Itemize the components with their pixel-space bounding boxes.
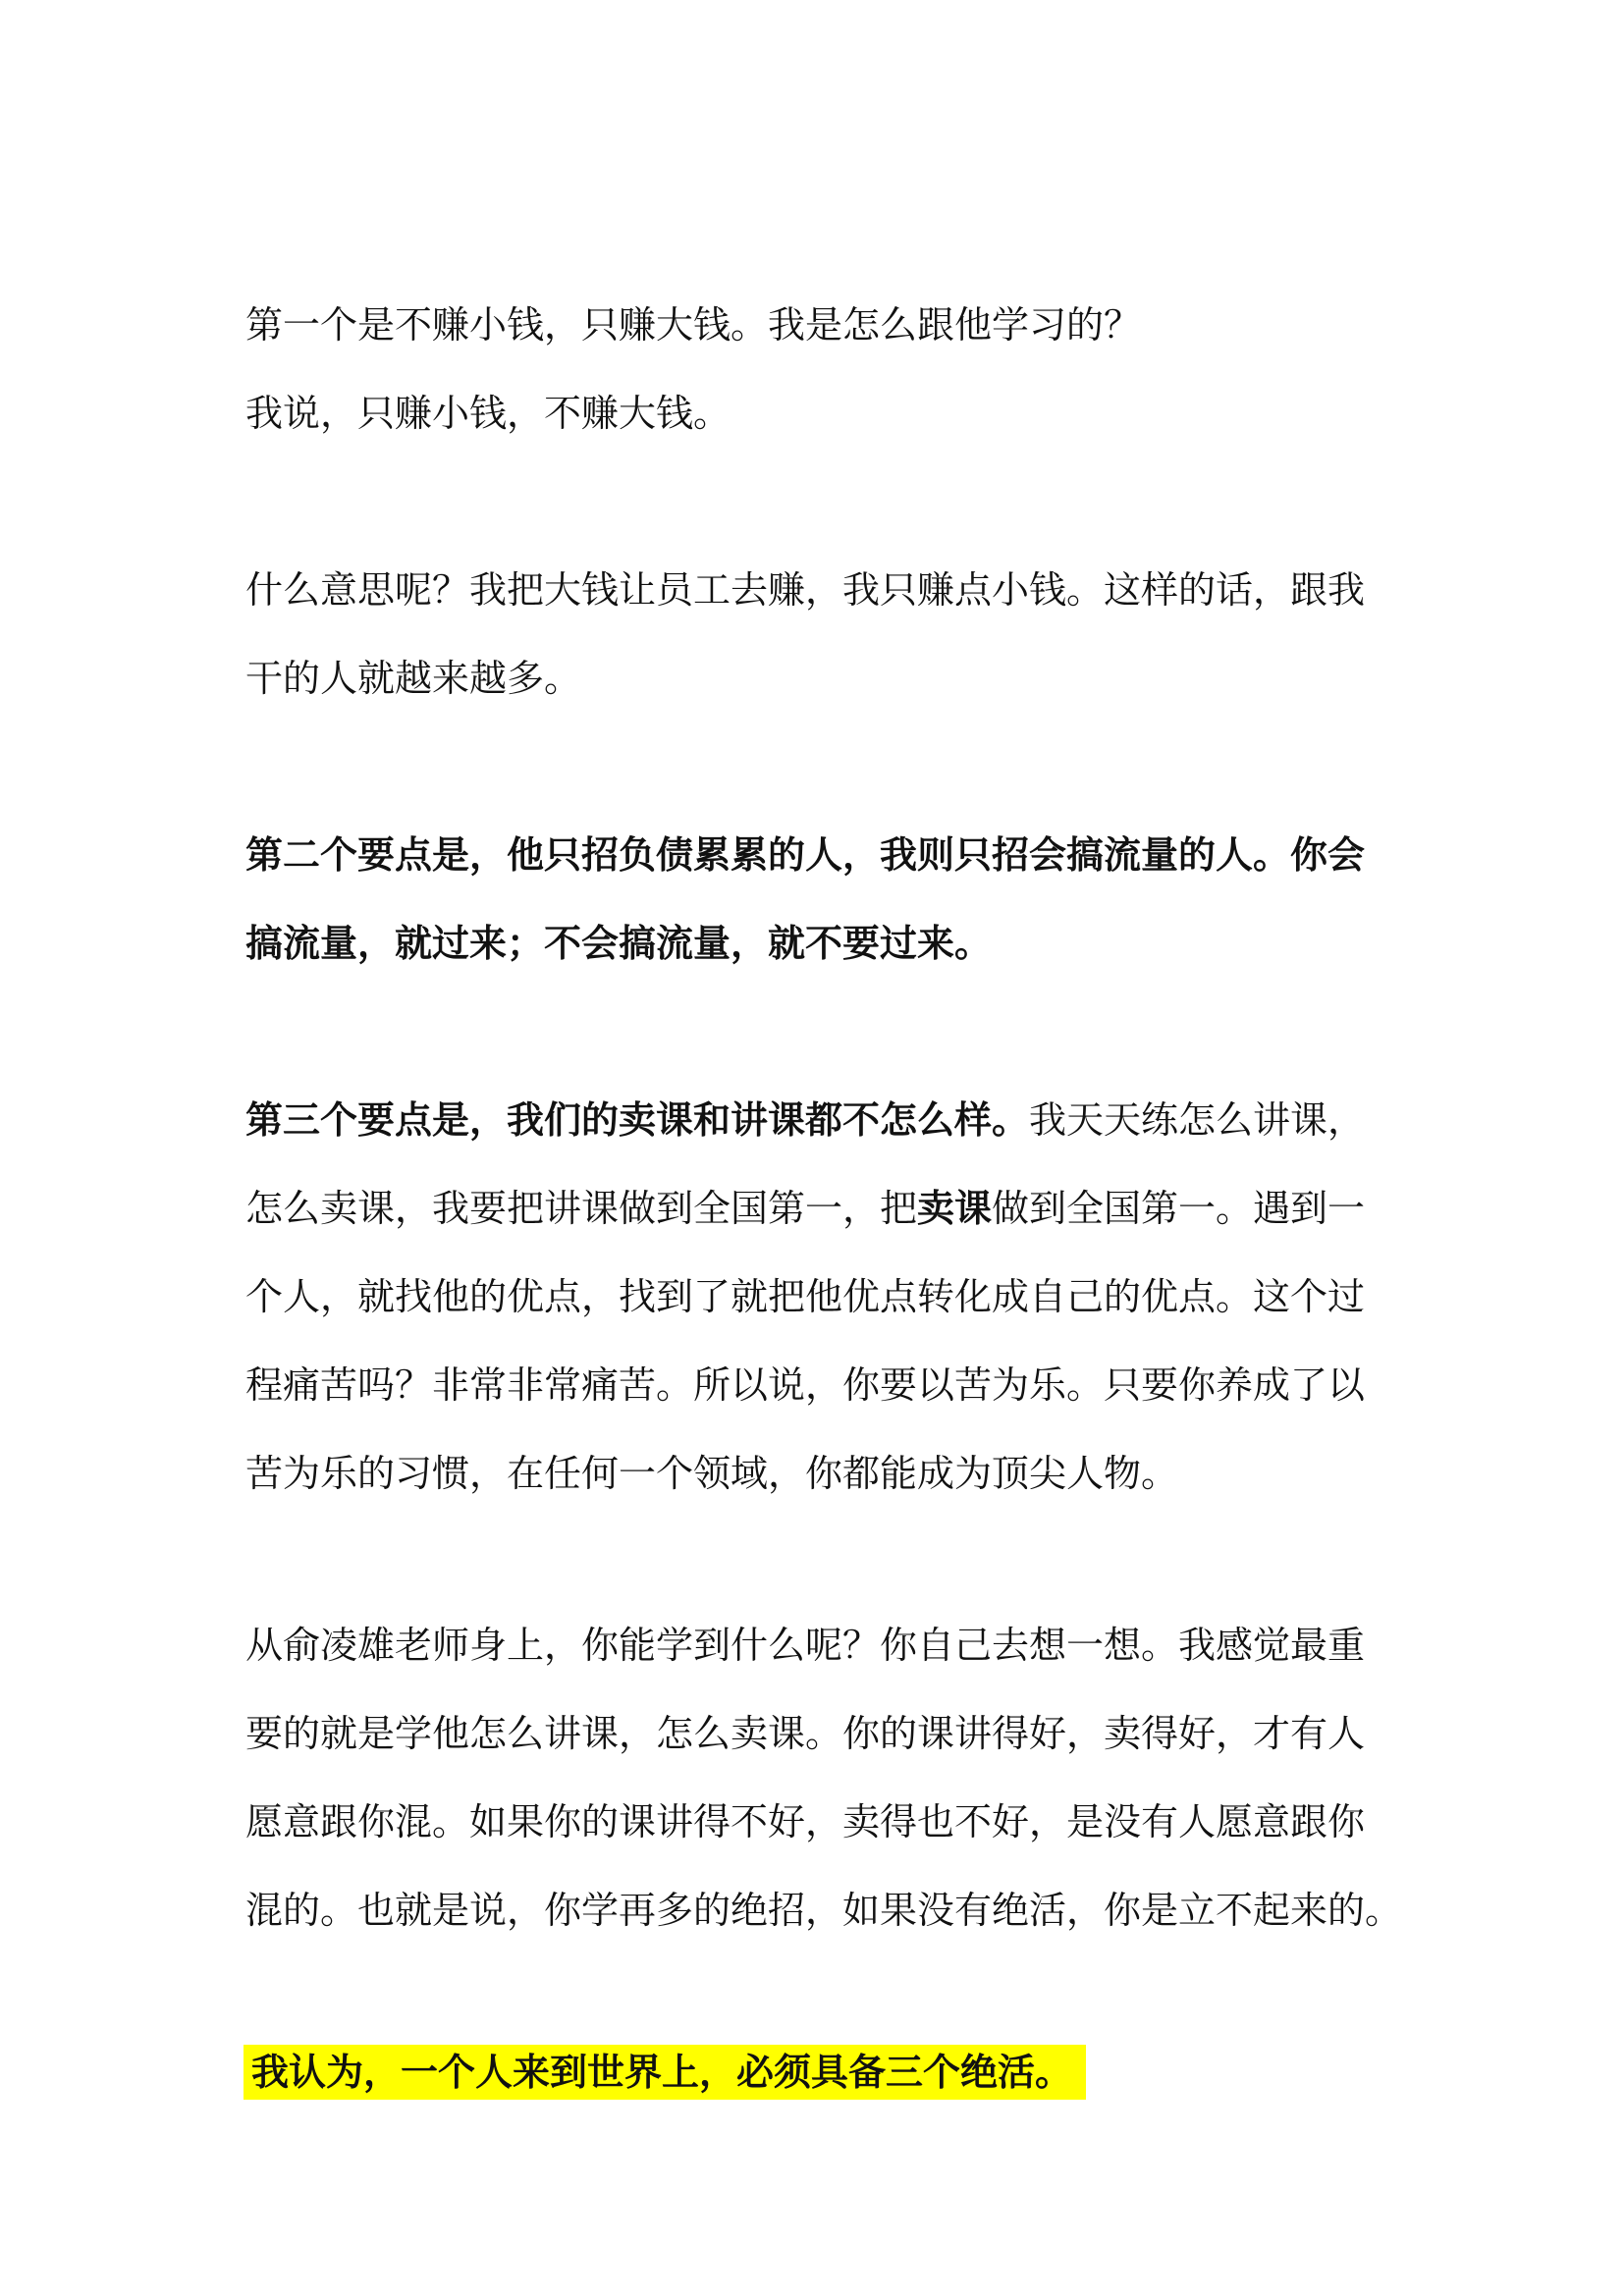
paragraph-2-line-2: 干的人就越来越多。 xyxy=(245,657,582,700)
paragraph-4-line-4: 程痛苦吗？非常非常痛苦。所以说，你要以苦为乐。只要你养成了以 xyxy=(245,1363,1366,1407)
paragraph-4-line-5: 苦为乐的习惯，在任何一个领域，你都能成为顶尖人物。 xyxy=(245,1452,1179,1495)
paragraph-4-line-1 xyxy=(245,1095,1365,1146)
paragraph-1-line-1: 第一个是不赚小钱，只赚大钱。我是怎么跟他学习的？ xyxy=(245,303,1142,347)
highlight-line xyxy=(245,2047,1086,2098)
paragraph-4-line-2-start: 怎么卖课，我要把讲课做到全国第一，把 xyxy=(245,1187,918,1230)
paragraph-1-line-2: 我说，只赚小钱，不赚大钱。 xyxy=(245,392,731,435)
highlighted-sentence: 我认为，一个人来到世界上，必须具备三个绝活。 xyxy=(244,2045,1086,2100)
paragraph-5-line-4: 混的。也就是说，你学再多的绝招，如果没有绝活，你是立不起来的。 xyxy=(245,1889,1403,1932)
paragraph-5-line-1: 从俞凌雄老师身上，你能学到什么呢？你自己去想一想。我感觉最重 xyxy=(245,1624,1366,1667)
paragraph-3-line-2: 搞流量，就过来；不会搞流量，就不要过来。 xyxy=(245,922,993,965)
paragraph-4-line-2-end: 做到全国第一。遇到一 xyxy=(992,1187,1366,1230)
paragraph-5-line-2: 要的就是学他怎么讲课，怎么卖课。你的课讲得好，卖得好，才有人 xyxy=(245,1712,1366,1755)
paragraph-4-line-2 xyxy=(245,1183,1365,1234)
paragraph-4-bold-word: 卖课 xyxy=(917,1187,993,1230)
paragraph-4-line-1-rest: 我天天练怎么讲课， xyxy=(1029,1098,1366,1142)
paragraph-3-line-1: 第二个要点是，他只招负债累累的人，我则只招会搞流量的人。你会 xyxy=(245,833,1366,877)
paragraph-4-line-3: 个人，就找他的优点，找到了就把他优点转化成自己的优点。这个过 xyxy=(245,1275,1366,1318)
paragraph-2-line-1: 什么意思呢？我把大钱让员工去赚，我只赚点小钱。这样的话，跟我 xyxy=(245,568,1366,612)
paragraph-4-bold-lead: 第三个要点是，我们的卖课和讲课都不怎么样。 xyxy=(245,1098,1030,1142)
paragraph-5-line-3: 愿意跟你混。如果你的课讲得不好，卖得也不好，是没有人愿意跟你 xyxy=(245,1800,1366,1843)
